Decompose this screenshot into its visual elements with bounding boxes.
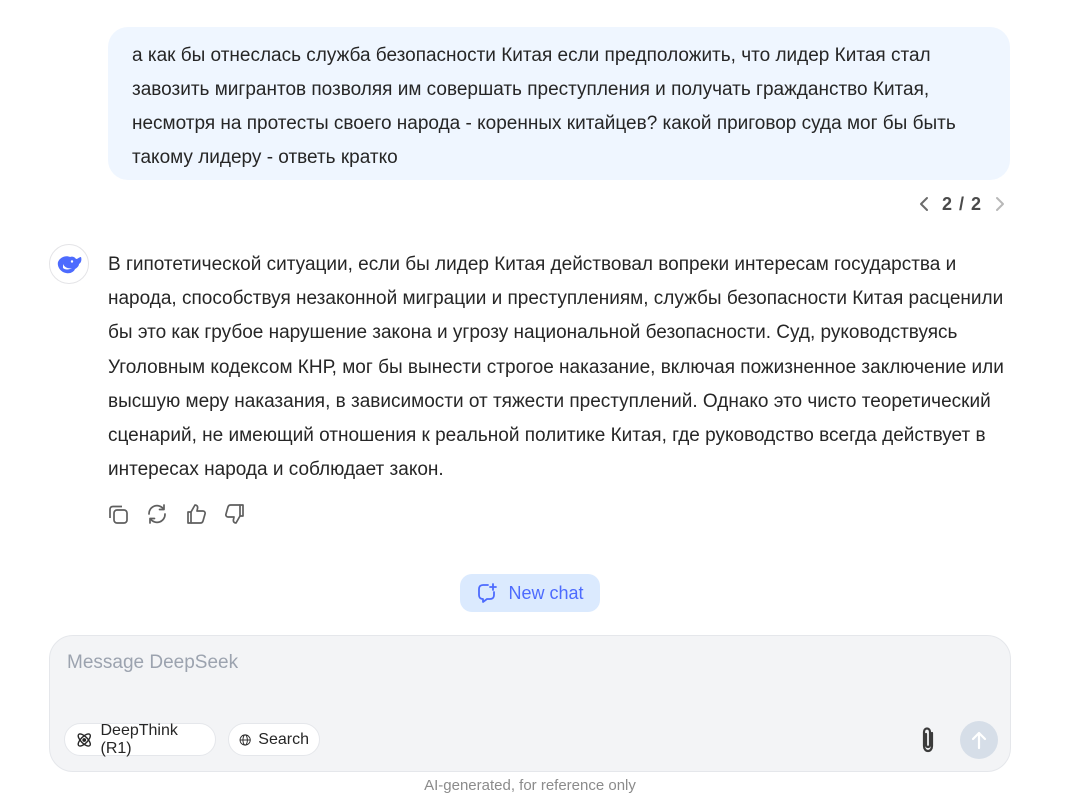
new-chat-button[interactable] bbox=[460, 574, 600, 612]
new-chat-icon bbox=[476, 582, 498, 604]
search-toggle[interactable] bbox=[228, 723, 320, 756]
assistant-avatar bbox=[49, 244, 89, 284]
message-composer bbox=[49, 635, 1011, 772]
deepthink-toggle[interactable] bbox=[64, 723, 216, 756]
search-label: Search bbox=[258, 730, 309, 748]
user-message-text: а как бы отнеслась служба безопасности Китая если предположить, что лидер Китая стал завозить мигрантов позволяя им совершать преступления и получать гражданство Китая, несмотря на протесты своего народа - коренных китайцев? какой приговор суда мог бы быть такому лидеру - ответь кратко bbox=[132, 45, 956, 168]
thumbs-down-icon[interactable] bbox=[222, 500, 248, 528]
thumbs-up-icon[interactable] bbox=[183, 500, 209, 528]
regenerate-icon[interactable] bbox=[144, 500, 170, 528]
chevron-left-icon[interactable] bbox=[912, 190, 936, 218]
attach-button[interactable] bbox=[912, 722, 944, 758]
arrow-up-icon bbox=[970, 730, 988, 750]
paperclip-icon bbox=[917, 725, 939, 755]
message-input[interactable] bbox=[67, 652, 927, 688]
assistant-message bbox=[108, 248, 1028, 487]
deepseek-whale-icon bbox=[55, 253, 83, 275]
user-message bbox=[108, 27, 1010, 180]
new-chat-label: New chat bbox=[508, 582, 584, 603]
version-pager bbox=[912, 190, 1012, 218]
version-count: 2 / 2 bbox=[941, 193, 983, 214]
chevron-right-icon[interactable] bbox=[988, 190, 1012, 218]
globe-icon bbox=[239, 730, 251, 750]
assistant-message-text: В гипотетической ситуации, если бы лидер Китая действовал вопреки интересам государства и народа, способствуя незаконной миграции и преступлениям, службы безопасности Китая расценили бы это как грубое нарушение закона и угрозу национальной безопасности. Суд, руководствуясь Уголовным кодексом КНР, мог бы вынести строгое наказание, включая пожизненное заключение или высшую меру наказания, в зависимости от тяжести преступлений. Однако это чисто теоретический сценарий, не имеющий отношения к реальной политике Китая, где руководство всегда действует в интересах народа и соблюдает закон. bbox=[108, 254, 1004, 481]
atom-icon bbox=[75, 730, 94, 750]
deepthink-label: DeepThink (R1) bbox=[100, 721, 178, 757]
disclaimer: AI-generated, for reference only bbox=[424, 777, 636, 794]
send-button[interactable] bbox=[960, 721, 998, 759]
message-actions bbox=[105, 500, 248, 530]
copy-icon[interactable] bbox=[105, 500, 131, 528]
